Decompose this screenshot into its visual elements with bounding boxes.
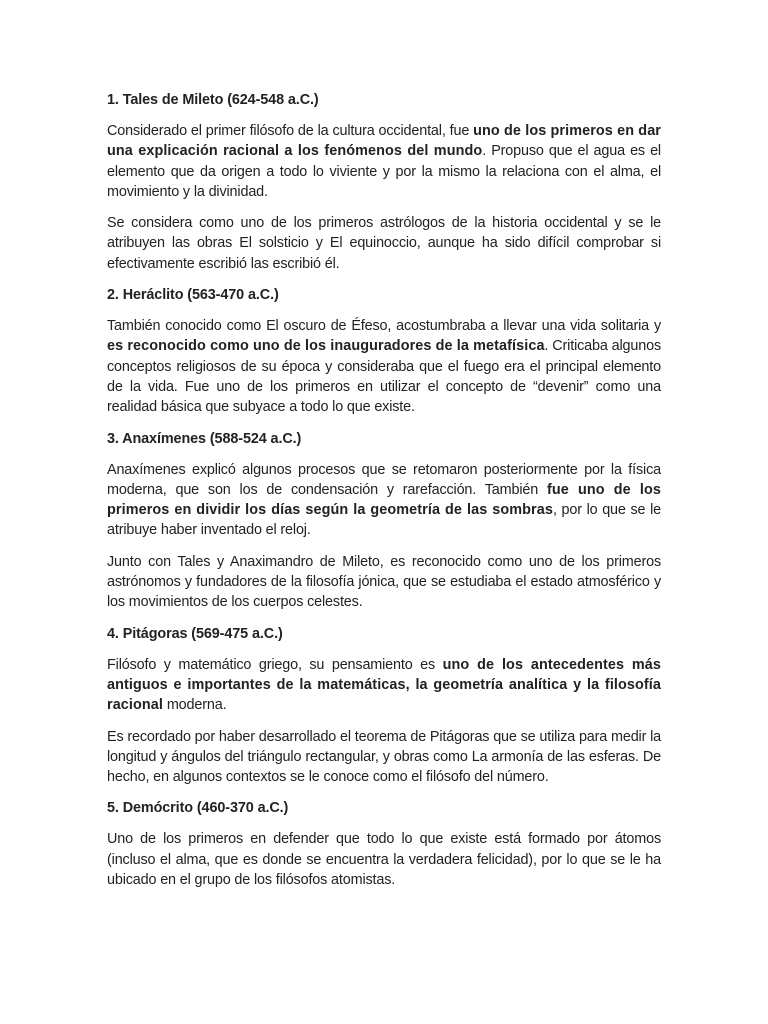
bold-text: uno de los primeros en dar una explicación racional a los fenómenos del mundo bbox=[107, 123, 661, 160]
paragraph bbox=[107, 316, 661, 417]
text-run: Es recordado por haber desarrollado el teorema de Pitágoras que se utiliza para medir la longitud y ángulos del triángulo rectangular, y obras como La armonía de las esferas. De hecho, en algunos contextos se le conoce como el filósofo del número. bbox=[107, 728, 661, 786]
section-heading: 4. Pitágoras (569-475 a.C.) bbox=[107, 625, 283, 642]
bold-text: es reconocido como uno de los inauguradores de la metafísica bbox=[107, 338, 545, 355]
section-heading: 2. Heráclito (563-470 a.C.) bbox=[107, 287, 279, 304]
text-run: . Criticaba algunos conceptos religiosos de su época y consideraba que el fuego era el principal elemento de la vida. Fue uno de los primeros en utilizar el concepto de “devenir” como una realidad básica que subyace a todo lo que existe. bbox=[107, 338, 661, 416]
section-heading: 5. Demócrito (460-370 a.C.) bbox=[107, 800, 289, 817]
section-2 bbox=[107, 285, 661, 417]
text-run: Junto con Tales y Anaximandro de Mileto, es reconocido como uno de los primeros astrónomos y fundadores de la filosofía jónica, que se estudiaba el estado atmosférico y los movimientos de los cuerpos celestes. bbox=[107, 553, 661, 611]
paragraph bbox=[107, 121, 661, 202]
paragraph bbox=[107, 829, 661, 890]
text-run: moderna. bbox=[163, 697, 227, 714]
section-1 bbox=[107, 90, 661, 274]
text-run: Uno de los primeros en defender que todo lo que existe está formado por átomos (incluso el alma, que es donde se encuentra la verdadera felicidad), por lo que se le ha ubicado en el grupo de los filósofos atomistas. bbox=[107, 831, 661, 889]
section-heading: 1. Tales de Mileto (624-548 a.C.) bbox=[107, 92, 319, 108]
paragraph bbox=[107, 552, 661, 613]
bold-text: uno de los antecedentes más antiguos e importantes de la matemáticas, la geometría analítica y la filosofía racional bbox=[107, 656, 661, 714]
text-run: . Propuso que el agua es el elemento que da origen a todo lo viviente y por la mismo la relaciona con el alma, el movimiento y la divinidad. bbox=[107, 143, 661, 200]
text-run: Se considera como uno de los primeros astrólogos de la historia occidental y se le atribuyen las obras El solsticio y El equinoccio, aunque ha sido difícil comprobar si efectivamente escribió las escribió él. bbox=[107, 215, 661, 272]
text-run: Anaxímenes explicó algunos procesos que se retomaron posteriormente por la física moderna, que son los de condensación y rarefacción. También bbox=[107, 461, 661, 498]
section-3 bbox=[107, 429, 661, 613]
paragraph bbox=[107, 213, 661, 274]
section-4 bbox=[107, 624, 661, 788]
text-run: , por lo que se le atribuye haber inventado el reloj. bbox=[107, 502, 661, 539]
paragraph bbox=[107, 655, 661, 716]
text-run: También conocido como El oscuro de Éfeso, acostumbraba a llevar una vida solitaria y bbox=[107, 318, 661, 335]
section-heading: 3. Anaxímenes (588-524 a.C.) bbox=[107, 430, 302, 447]
bold-text: fue uno de los primeros en dividir los días según la geometría de las sombras bbox=[107, 481, 662, 519]
text-run: Filósofo y matemático griego, su pensamiento es bbox=[107, 656, 443, 673]
paragraph bbox=[107, 727, 661, 788]
text-run: Considerado el primer filósofo de la cultura occidental, fue bbox=[107, 123, 474, 139]
paragraph bbox=[107, 460, 661, 541]
document-page bbox=[107, 90, 661, 901]
section-5 bbox=[107, 798, 661, 890]
